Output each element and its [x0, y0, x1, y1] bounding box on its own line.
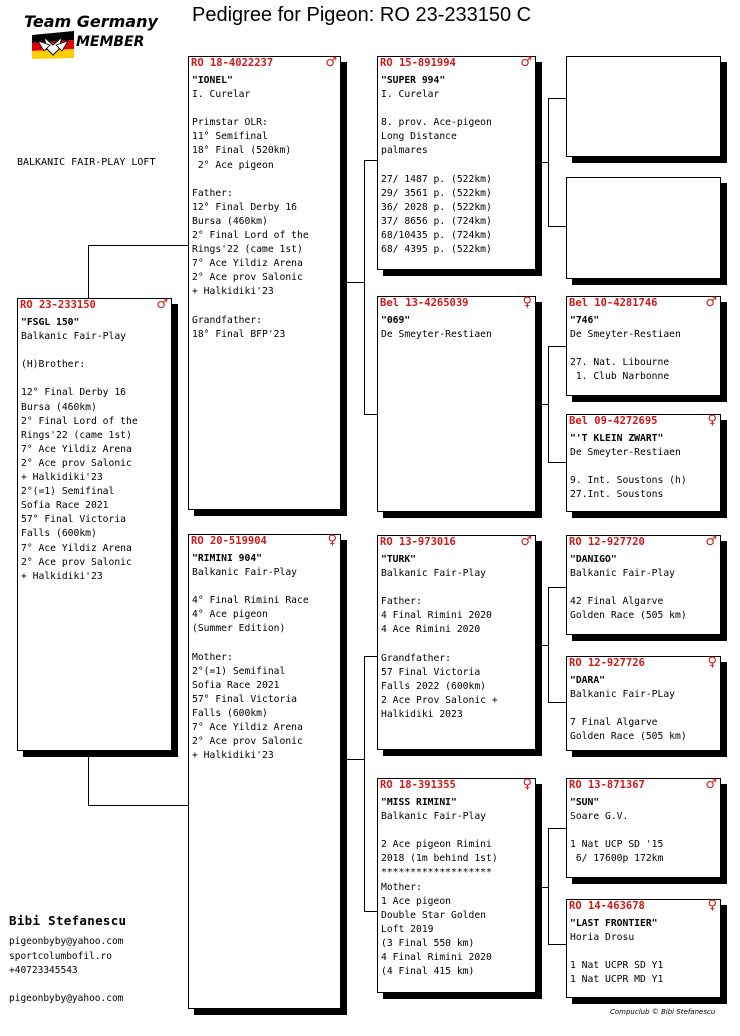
pigeon-details: I. Curelar Primstar OLR: 11° Semifinal 18° Final (520km) 2° Ace pigeon Father: 12° Final Derby 16 Bursa (460km) 2° Final Lord of the Rings'22 (came 1st) 7° Ace Yildiz Arena 2° Ace prov Salonic + Halkidiki'23 Grandfather: 18° Final BFP'23	[192, 89, 309, 340]
pigeon-card-empty[interactable]	[566, 177, 721, 279]
connector	[548, 462, 566, 463]
female-sex-icon: ♀	[707, 655, 717, 670]
pigeon-details: Balkanic Fair-Play (H)Brother: 12° Final Derby 16 Bursa (460km) 2° Final Lord of the Rings'22 (came 1st) 7° Ace Yildiz Arena 2° Ace prov Salonic + Halkidiki'23 2°(=1) Semifinal Sofia Race 2021 57° Final Victoria Falls (600km) 7° Ace Yildiz Arena 2° Ace prov Salonic + Halkidiki'23	[21, 331, 138, 582]
pigeon-name: "SUPER 994"	[381, 75, 446, 86]
connector	[88, 245, 188, 246]
female-sex-icon: ♀	[327, 533, 337, 548]
contact-email-secondary[interactable]: pigeonbyby@yahoo.com	[9, 993, 124, 1004]
pigeon-details: Horia Drosu 1 Nat UCPR SD Y1 1 Nat UCPR MD Y1	[570, 932, 664, 986]
pigeon-name: "DARA"	[570, 675, 605, 686]
owner-name: Bibi Stefanescu	[9, 913, 127, 928]
german-flag-eagle-icon	[30, 31, 76, 61]
pigeon-card-dam-sire[interactable]	[377, 535, 536, 750]
connector	[548, 98, 549, 226]
page-title: Pedigree for Pigeon: RO 23-233150 C	[192, 4, 532, 26]
pigeon-name: "LAST FRONTIER"	[570, 918, 658, 929]
connector	[536, 887, 548, 888]
connector	[88, 805, 188, 806]
connector	[548, 828, 549, 944]
ring-number: RO 13-973016	[380, 536, 456, 548]
ring-number: RO 12-927720	[569, 536, 645, 548]
team-germany-logo	[22, 12, 162, 60]
contact-website[interactable]: sportcolumbofil.ro	[9, 951, 112, 962]
connector	[88, 751, 89, 805]
connector	[364, 414, 377, 415]
female-sex-icon: ♀	[522, 295, 532, 310]
ring-number: RO 23-233150	[20, 299, 96, 311]
pigeon-name: "746"	[570, 315, 600, 326]
pigeon-details: Soare G.V. 1 Nat UCP SD '15 6/ 17600p 172km	[570, 811, 664, 865]
connector	[364, 160, 377, 161]
pigeon-name: "MISS RIMINI"	[381, 797, 457, 808]
connector	[536, 404, 548, 405]
connector	[548, 828, 566, 829]
loft-name: BALKANIC FAIR-PLAY LOFT	[17, 157, 156, 168]
male-sex-icon: ♂	[325, 55, 337, 70]
male-sex-icon: ♂	[705, 295, 717, 310]
ring-number: RO 20-519904	[191, 535, 267, 547]
pigeon-card-sire[interactable]	[188, 56, 341, 510]
pigeon-card-dam-sire-dam[interactable]	[566, 656, 721, 751]
female-sex-icon: ♀	[707, 898, 717, 913]
pigeon-name: "DANIGO"	[570, 554, 617, 565]
connector	[548, 346, 566, 347]
female-sex-icon: ♀	[522, 777, 532, 792]
pigeon-details: I. Curelar 8. prov. Ace-pigeon Long Distance palmares 27/ 1487 p. (522km) 29/ 3561 p. (522km) 36/ 2028 p. (522km) 37/ 8656 p. (724km) 68/10435 p. (724km) 68/ 4395 p. (522km)	[381, 89, 492, 256]
pigeon-card-dam-dam-dam[interactable]	[566, 899, 721, 998]
contact-phone: +40723345543	[9, 965, 78, 976]
pigeon-details: De Smeyter-Restiaen 27. Nat. Libourne 1. Club Narbonne	[570, 329, 681, 383]
pigeon-card-dam-sire-sire[interactable]	[566, 535, 721, 635]
connector	[341, 282, 364, 283]
connector	[548, 98, 566, 99]
ring-number: RO 13-871367	[569, 779, 645, 791]
contact-email[interactable]: pigeonbyby@yahoo.com	[9, 936, 124, 947]
male-sex-icon: ♂	[705, 777, 717, 792]
pigeon-card-sire-dam-sire[interactable]	[566, 296, 721, 396]
pigeon-details: Balkanic Fair-Play 2 Ace pigeon Rimini 2018 (1m behind 1st) ******************* Mother: 1 Ace pigeon Double Star Golden Loft 2019 (3 Final 550 km) 4 Final Rimini 2020 (4 Final 415 km)	[381, 811, 498, 978]
connector	[548, 944, 566, 945]
logo-line1: Team Germany	[24, 12, 158, 31]
pigeon-name: "'T KLEIN ZWART"	[570, 433, 664, 444]
male-sex-icon: ♂	[520, 534, 532, 549]
pigeon-card-dam-dam-sire[interactable]	[566, 778, 721, 878]
connector	[548, 346, 549, 462]
connector	[364, 911, 377, 912]
logo-line2: MEMBER	[76, 34, 145, 50]
pigeon-name: "RIMINI 904"	[192, 553, 262, 564]
pigeon-name: "069"	[381, 315, 411, 326]
pigeon-card-dam[interactable]	[188, 534, 341, 1009]
male-sex-icon: ♂	[705, 534, 717, 549]
pigeon-details: Balkanic Fair-Play Father: 4 Final Rimini 2020 4 Ace Rimini 2020 Grandfather: 57 Final Victoria Falls 2022 (600km) 2 Ace Prov Salonic + Halkidiki 2023	[381, 568, 498, 721]
male-sex-icon: ♂	[520, 55, 532, 70]
pigeon-details: Balkanic Fair-PLay 7 Final Algarve Golden Race (505 km)	[570, 689, 687, 743]
pigeon-name: "TURK"	[381, 554, 416, 565]
connector	[548, 587, 549, 702]
ring-number: RO 14-463678	[569, 900, 645, 912]
ring-number: Bel 10-4281746	[569, 297, 658, 309]
pigeon-name: "IONEL"	[192, 75, 233, 86]
connector	[364, 160, 365, 414]
pigeon-name: "SUN"	[570, 797, 600, 808]
connector	[548, 226, 566, 227]
female-sex-icon: ♀	[707, 413, 717, 428]
copyright: Compuclub © Bibi Stefanescu	[610, 1008, 716, 1016]
connector	[536, 162, 548, 163]
pigeon-card-sire-dam[interactable]	[377, 296, 536, 512]
connector	[341, 759, 364, 760]
pigeon-card-empty[interactable]	[566, 56, 721, 157]
ring-number: RO 12-927726	[569, 657, 645, 669]
pigeon-details: De Smeyter-Restiaen	[381, 329, 492, 341]
male-sex-icon: ♂	[156, 297, 168, 312]
connector	[548, 702, 566, 703]
connector	[364, 656, 365, 911]
pigeon-card-sire-sire[interactable]	[377, 56, 536, 270]
ring-number: RO 15-891994	[380, 57, 456, 69]
pigeon-details: De Smeyter-Restiaen 9. Int. Soustons (h) 27.Int. Soustons	[570, 447, 687, 501]
ring-number: Bel 13-4265039	[380, 297, 469, 309]
ring-number: RO 18-391355	[380, 779, 456, 791]
connector	[536, 645, 548, 646]
pigeon-card-dam-dam[interactable]	[377, 778, 536, 993]
ring-number: Bel 09-4272695	[569, 415, 658, 427]
pigeon-name: "FSGL 150"	[21, 317, 80, 328]
pigeon-details: Balkanic Fair-Play 4° Final Rimini Race 4° Ace pigeon (Summer Edition) Mother: 2°(=1) Semifinal Sofia Race 2021 57° Final Victoria Falls (600km) 7° Ace Yildiz Arena 2° Ace prov Salonic + Halkidiki'23	[192, 567, 309, 762]
pigeon-card-subject[interactable]	[17, 298, 172, 751]
connector	[548, 587, 566, 588]
pigeon-details: Balkanic Fair-Play 42 Final Algarve Golden Race (505 km)	[570, 568, 687, 622]
ring-number: RO 18-4022237	[191, 57, 274, 69]
connector	[364, 656, 377, 657]
pigeon-card-sire-dam-dam[interactable]	[566, 414, 721, 512]
connector	[88, 245, 89, 299]
